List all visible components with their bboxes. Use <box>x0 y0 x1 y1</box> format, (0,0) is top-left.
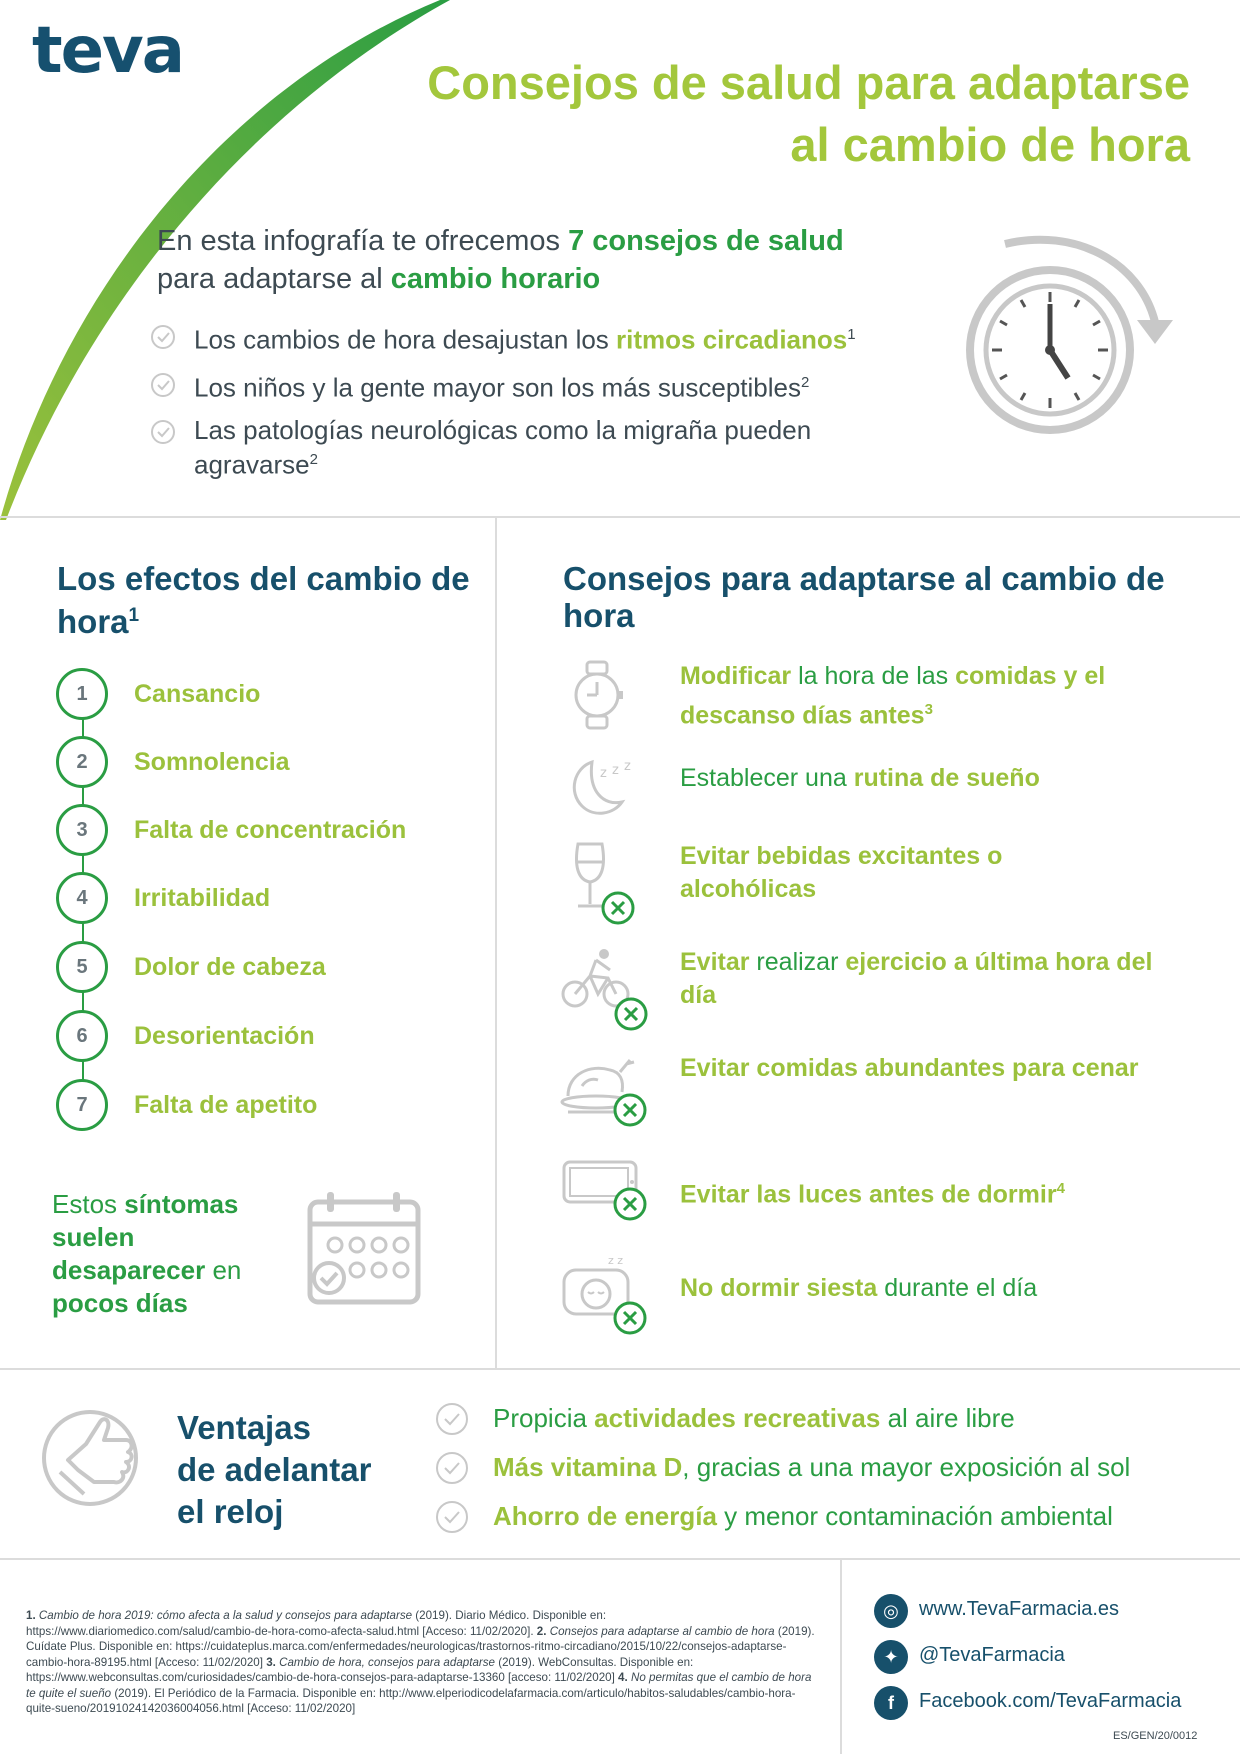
roast-chicken-icon <box>560 1052 650 1132</box>
svg-text:z z: z z <box>608 1254 624 1267</box>
effects-title: Los efectos del cambio de hora$^1$ <box>57 560 470 640</box>
teva-logo: teva <box>32 14 183 88</box>
watch-icon <box>560 660 640 730</box>
effect-item: 6 Desorientación <box>56 1010 476 1060</box>
divider <box>0 516 1240 518</box>
facebook-icon: f <box>874 1686 908 1720</box>
smartphone-icon <box>560 1158 650 1238</box>
symptoms-note: Estos síntomas suelen desaparecer en pocos días <box>52 1189 242 1318</box>
page-title: Consejos de salud para adaptarse al cambio de hora <box>427 56 1190 171</box>
check-circle-icon <box>435 1451 469 1485</box>
divider <box>495 516 497 1368</box>
tips-title: Consejos para adaptarse al cambio de hora <box>563 560 1165 634</box>
clock-icon <box>965 232 1180 442</box>
twitter-icon: ✦ <box>874 1640 908 1674</box>
tip-item: Evitar las luces antes de dormir$^4$ <box>560 1158 1220 1238</box>
svg-text:z: z <box>600 766 607 781</box>
calendar-icon <box>305 1190 425 1308</box>
effect-item: 4 Irritabilidad <box>56 872 476 922</box>
sleeping-face-icon <box>560 1250 650 1340</box>
intro-text: En esta infografía te ofrecemos 7 consejos de salud para adaptarse al cambio horario <box>157 225 844 295</box>
divider <box>0 1558 1240 1560</box>
check-circle-icon <box>435 1402 469 1436</box>
effect-item: 2 Somnolencia <box>56 736 476 786</box>
references: 1. Cambio de hora 2019: cómo afecta a la salud y consejos para adaptarse (2019). Diario Médico. Disponible en: https://www.diariomedico.com/salud/cambio-de-hora-como-afecta-salud.html [Acceso: 11/02/2020]. 2. Consejos para adaptarse al cambio de hora (2019). Cuídate Plus. Disponible en: https://cuidateplus.marca.com/enfermedades/neurologicas/trastornos-ritmo-circadiano/2015/10/22/consejos-adaptarse-cambio-hora-89195.html [Acceso: 11/02/2020] 3. Cambio de hora, consejos para adaptarse (2019). WebConsultas. Disponible en: https://www.webconsultas.com/curiosidades/cambio-de-hora-consejos-para-adaptarse-13360 [acceso: 11/02/2020] 4. No permitas que el cambio de hora te quite el sueño (2019). El Periódico de la Farmacia. Disponible en: http://www.elperiodicodelafarmacia.com/articulo/habitos-saludables/cambio-hora-quite-sueno/20191024142036004056.html [Acceso: 11/02/2020] <box>26 1609 815 1715</box>
effect-item: 3 Falta de concentración <box>56 804 476 854</box>
effect-item: 5 Dolor de cabeza <box>56 941 476 991</box>
check-circle-icon <box>435 1500 469 1534</box>
wine-glass-icon <box>560 840 640 930</box>
effect-item: 7 Falta de apetito <box>56 1079 476 1129</box>
tip-item: z z No dormir siesta durante el día <box>560 1250 1220 1340</box>
svg-text:z: z <box>624 759 631 774</box>
check-circle-icon <box>150 324 176 350</box>
thumbs-up-icon <box>38 1400 148 1510</box>
globe-icon: ◎ <box>874 1594 908 1628</box>
check-circle-icon <box>150 372 176 398</box>
divider <box>0 1368 1240 1370</box>
tip-item: z z z Establecer una rutina de sueño <box>560 752 1220 822</box>
document-code: ES/GEN/20/0012 <box>1113 1730 1198 1742</box>
effect-item: 1 Cansancio <box>56 668 476 718</box>
cyclist-icon <box>560 946 650 1036</box>
tip-item: Modificar la hora de las comidas y el descanso días antes$^3$ <box>560 660 1220 740</box>
advantages-title: Ventajas de adelantar el reloj <box>177 1409 372 1530</box>
tip-item: Evitar realizar ejercicio a última hora del día <box>560 946 1220 1036</box>
tip-item: Evitar bebidas excitantes o alcohólicas <box>560 840 1220 930</box>
check-circle-icon <box>150 419 176 445</box>
moon-sleep-icon <box>560 752 640 822</box>
svg-text:z: z <box>612 763 619 778</box>
divider <box>840 1558 842 1754</box>
tip-item: Evitar comidas abundantes para cenar <box>560 1052 1220 1142</box>
